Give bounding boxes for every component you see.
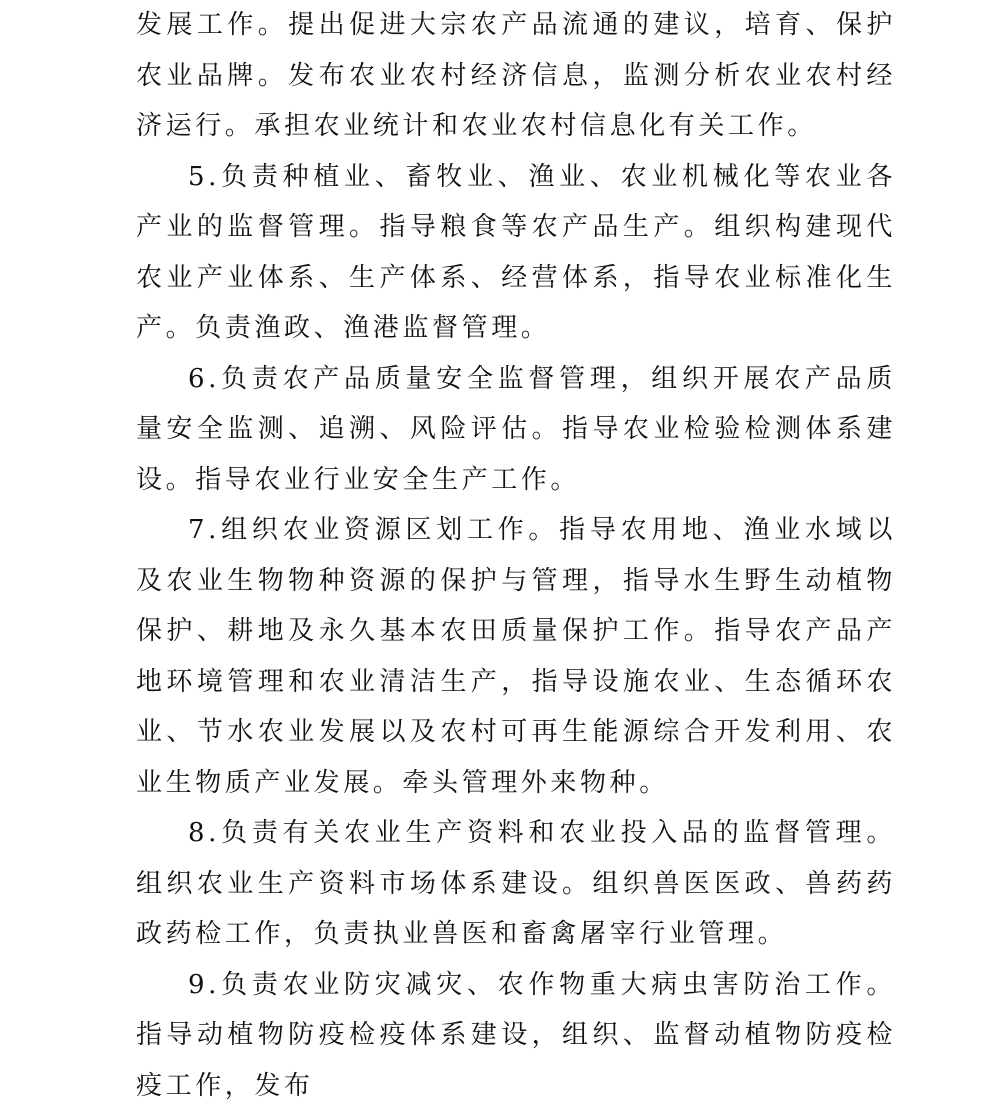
- paragraph-4-continuation: 发展工作。提出促进大宗农产品流通的建议，培育、保护农业品牌。发布农业农村经济信息，监测分析农业农村经济运行。承担农业统计和农业农村信息化有关工作。: [136, 0, 896, 152]
- paragraph-7: 7.组织农业资源区划工作。指导农用地、渔业水域以及农业生物物种资源的保护与管理，指导水生野生动植物保护、耕地及永久基本农田质量保护工作。指导农产品产地环境管理和农业清洁生产，指导设施农业、生态循环农业、节水农业发展以及农村可再生能源综合开发利用、农业生物质产业发展。牵头管理外来物种。: [136, 505, 896, 808]
- document-body: [136, 0, 896, 1111]
- paragraph-9: 9.负责农业防灾减灾、农作物重大病虫害防治工作。指导动植物防疫检疫体系建设，组织、监督动植物防疫检疫工作，发布: [136, 960, 896, 1111]
- paragraph-6: 6.负责农产品质量安全监督管理，组织开展农产品质量安全监测、追溯、风险评估。指导农业检验检测体系建设。指导农业行业安全生产工作。: [136, 354, 896, 506]
- paragraph-8: 8.负责有关农业生产资料和农业投入品的监督管理。组织农业生产资料市场体系建设。组织兽医医政、兽药药政药检工作，负责执业兽医和畜禽屠宰行业管理。: [136, 808, 896, 960]
- paragraph-5: 5.负责种植业、畜牧业、渔业、农业机械化等农业各产业的监督管理。指导粮食等农产品生产。组织构建现代农业产业体系、生产体系、经营体系，指导农业标准化生产。负责渔政、渔港监督管理。: [136, 152, 896, 354]
